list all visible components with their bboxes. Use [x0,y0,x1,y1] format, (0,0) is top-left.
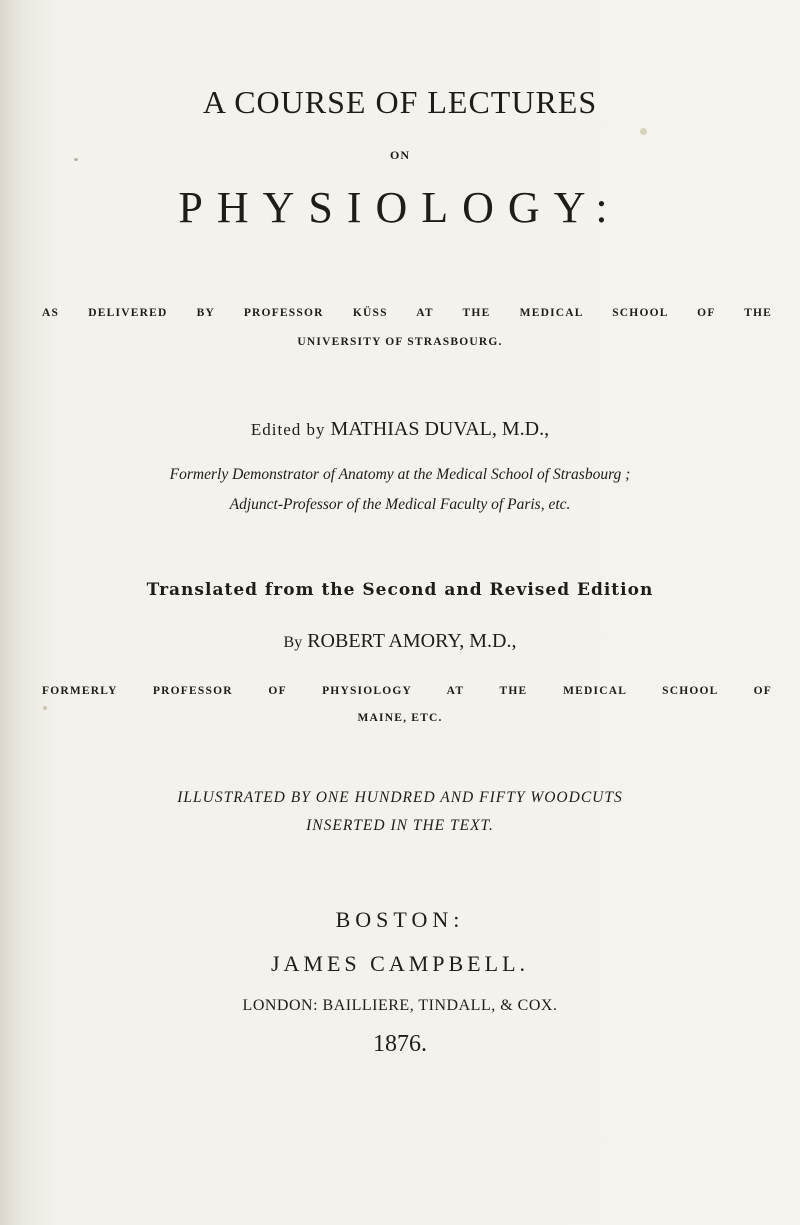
delivered-line-1: AS DELIVERED BY PROFESSOR KÜSS AT THE MEDICAL SCHOOL OF THE [42,307,772,319]
imprint-london: LONDON: BAILLIERE, TINDALL, & COX. [242,997,558,1014]
editor-line [0,418,800,441]
editor-credentials-1: Formerly Demonstrator of Anatomy at the Medical School of Strasbourg ; [169,466,631,483]
imprint-city: BOSTON: [335,907,465,932]
illustration-note-1: ILLUSTRATED BY ONE HUNDRED AND FIFTY WOODCUTS [177,789,623,806]
book-title: A COURSE OF LECTURES [202,84,598,120]
translator-credentials-1: FORMERLY PROFESSOR OF PHYSIOLOGY AT THE MEDICAL SCHOOL OF [42,685,772,697]
delivered-line-2: UNIVERSITY OF STRASBOURG. [297,336,503,348]
translation-note: Translated from the Second and Revised Edition [146,580,654,600]
imprint-year: 1876. [373,1031,427,1057]
translator-credentials-2: MAINE, ETC. [357,712,443,724]
translator-prefix: By [283,634,303,651]
translator-line [0,630,800,653]
editor-prefix: Edited by [250,420,326,439]
imprint-publisher: JAMES CAMPBELL. [270,951,530,976]
paper-speck [640,128,647,135]
paper-speck [74,158,78,161]
paper-speck [43,706,47,710]
editor-name: MATHIAS DUVAL, M.D., [330,418,550,440]
illustration-note-2: INSERTED IN THE TEXT. [306,817,494,834]
title-connector: ON [390,148,410,162]
book-subject: PHYSIOLOGY: [178,183,622,232]
translator-name: ROBERT AMORY, M.D., [307,630,517,652]
editor-credentials-2: Adjunct-Professor of the Medical Faculty of Paris, etc. [229,496,571,513]
